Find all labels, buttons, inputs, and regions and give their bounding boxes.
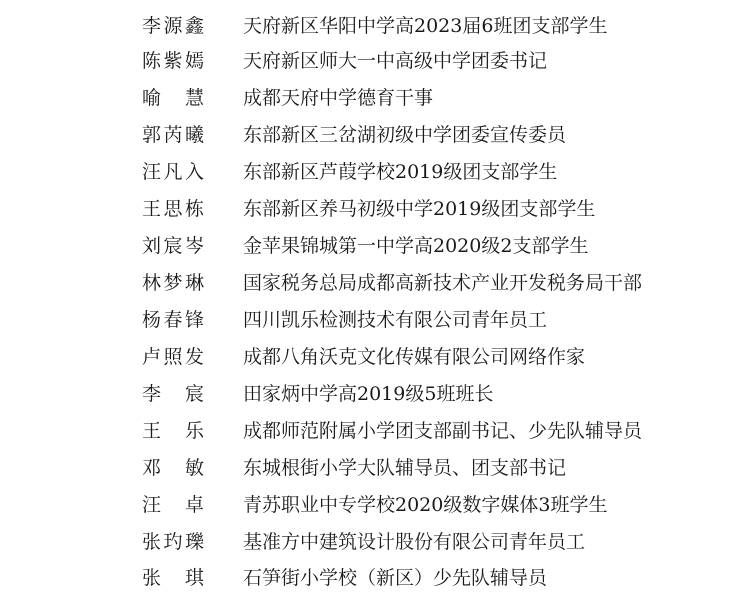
list-item [0,376,750,413]
person-name: 汪凡入 [142,161,204,183]
person-name: 李宸 [142,383,204,405]
list-item [0,228,750,265]
person-affiliation: 东部新区芦葭学校2019级团支部学生 [243,161,558,183]
list-item [0,265,750,302]
person-affiliation: 成都八角沃克文化传媒有限公司网络作家 [243,346,586,368]
person-affiliation: 金苹果锦城第一中学高2020级2支部学生 [243,235,589,257]
list-item [0,8,750,45]
person-name: 李源鑫 [142,15,204,37]
person-affiliation: 天府新区华阳中学高2023届6班团支部学生 [243,15,608,37]
person-affiliation: 成都天府中学德育干事 [243,87,434,109]
person-name: 林梦琳 [142,272,204,294]
person-name: 王乐 [142,420,204,442]
list-item [0,487,750,524]
person-affiliation: 东部新区三岔湖初级中学团委宣传委员 [243,124,567,146]
person-name: 邓敏 [142,457,204,479]
person-name: 刘宸岑 [142,235,204,257]
person-name: 喻慧 [142,87,204,109]
list-item [0,191,750,228]
person-name: 张琪 [142,567,204,589]
person-name: 王思栋 [142,198,204,220]
person-name: 卢照发 [142,346,204,368]
person-affiliation: 四川凯乐检测技术有限公司青年员工 [243,309,548,331]
list-item [0,524,750,561]
person-affiliation: 天府新区师大一中高级中学团委书记 [243,50,548,72]
person-affiliation: 东城根街小学大队辅导员、团支部书记 [243,457,567,479]
person-name: 陈紫嫣 [142,50,204,72]
person-affiliation: 成都师范附属小学团支部副书记、少先队辅导员 [243,420,643,442]
person-name: 汪卓 [142,494,204,516]
person-affiliation: 田家炳中学高2019级5班班长 [243,383,494,405]
list-item [0,154,750,191]
list-item [0,302,750,339]
person-name: 杨春锋 [142,309,204,331]
person-affiliation: 石笋街小学校（新区）少先队辅导员 [243,567,548,589]
list-item [0,43,750,80]
list-item [0,560,750,597]
person-affiliation: 基准方中建筑设计股份有限公司青年员工 [243,531,586,553]
list-item [0,339,750,376]
list-item [0,413,750,450]
person-affiliation: 国家税务总局成都高新技术产业开发税务局干部 [243,272,643,294]
person-affiliation: 青苏职业中专学校2020级数字媒体3班学生 [243,494,608,516]
list-item [0,450,750,487]
person-name: 郭芮曦 [142,124,204,146]
list-item [0,117,750,154]
person-affiliation: 东部新区养马初级中学2019级团支部学生 [243,198,596,220]
person-name: 张玓瓅 [142,531,204,553]
list-item [0,80,750,117]
